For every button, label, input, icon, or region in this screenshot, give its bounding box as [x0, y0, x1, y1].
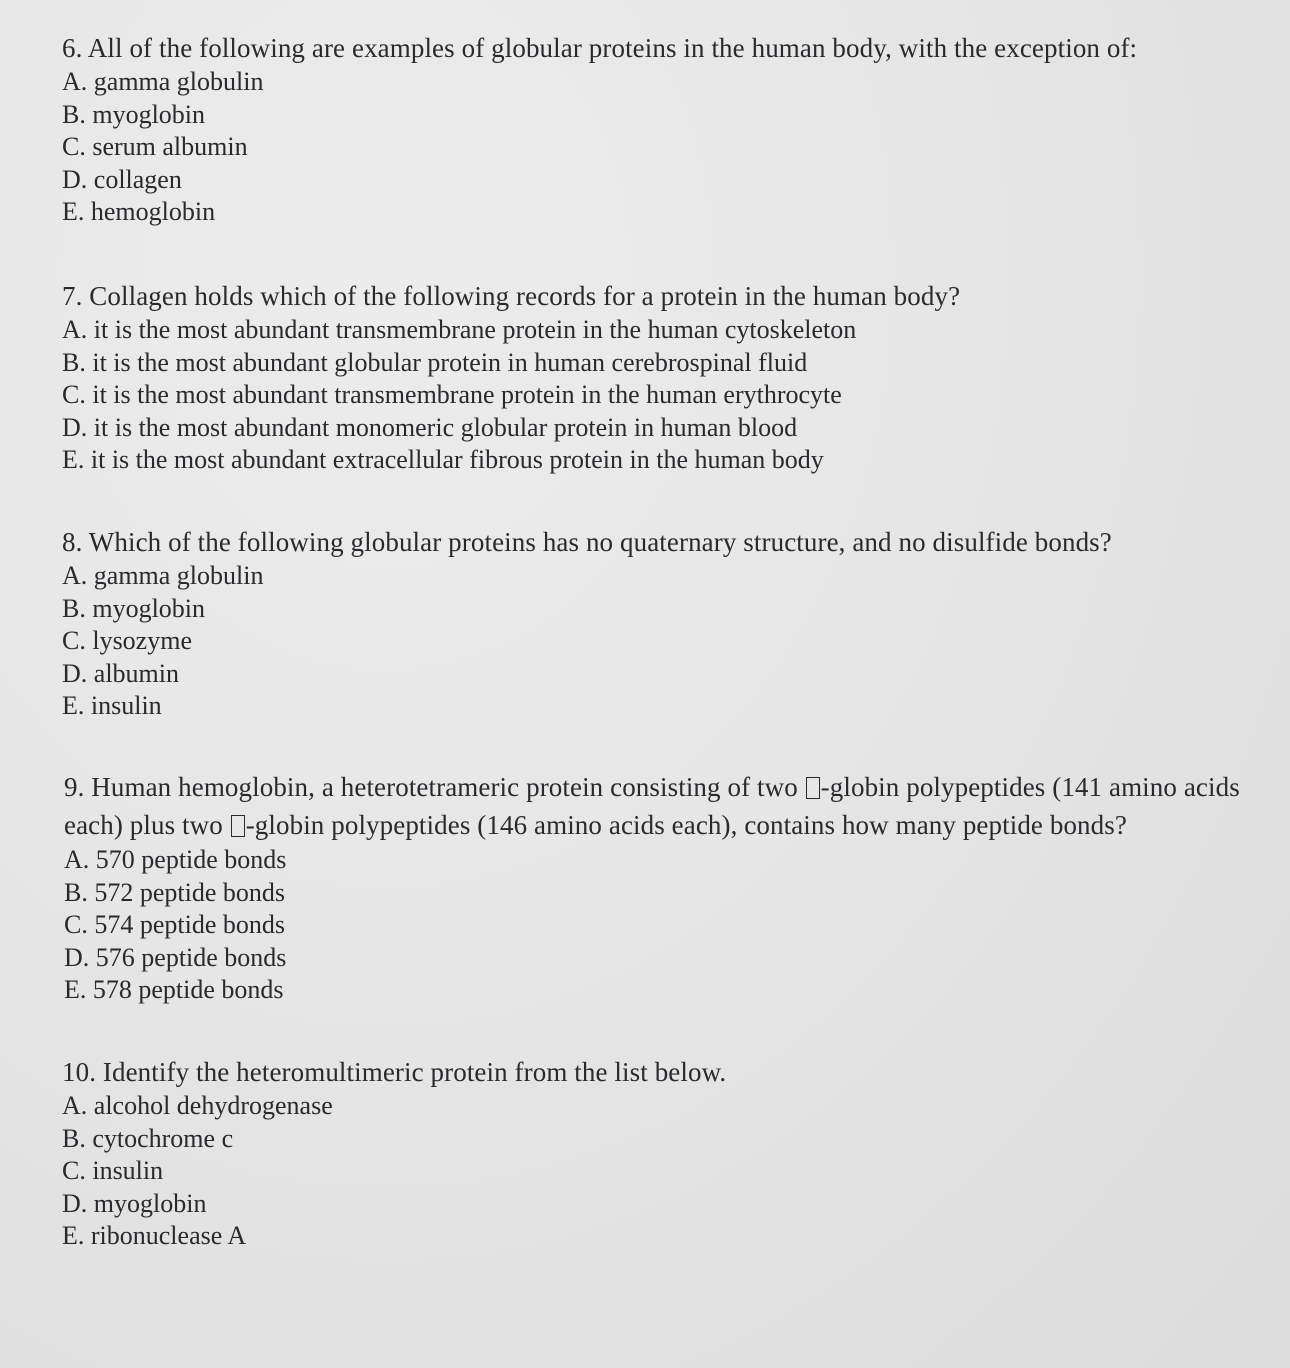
stem-text-part: -globin polypeptides (141 amino acids each) plus two — [64, 772, 1240, 840]
answer-option-e: E. ribonuclease A — [62, 1221, 247, 1250]
question-6 — [62, 30, 1137, 229]
answer-option-d: D. it is the most abundant monomeric globular protein in human blood — [62, 412, 798, 442]
answer-option-a: A. gamma globulin — [62, 67, 264, 96]
question-stem: 8. Which of the following globular proteins has no quaternary structure, and no disulfide bonds? — [62, 527, 1112, 557]
question-9 — [64, 768, 1244, 1007]
answer-option-d: D. myoglobin — [62, 1188, 207, 1218]
question-10 — [62, 1054, 726, 1253]
answer-option-e: E. insulin — [62, 691, 162, 720]
answer-option-c: C. lysozyme — [62, 626, 192, 655]
answer-option-c: C. it is the most abundant transmembrane protein in the human erythrocyte — [62, 380, 842, 409]
answer-option-d: D. albumin — [62, 658, 179, 688]
answer-option-c: C. serum albumin — [62, 132, 248, 161]
answer-option-a: A. alcohol dehydrogenase — [62, 1091, 333, 1120]
question-8 — [62, 524, 1112, 723]
answer-option-b: B. cytochrome c — [62, 1123, 234, 1153]
question-7 — [62, 278, 960, 477]
question-stem — [64, 768, 1244, 844]
answer-option-a: A. gamma globulin — [62, 561, 264, 590]
answer-option-a: A. 570 peptide bonds — [64, 845, 287, 874]
missing-glyph-icon — [231, 815, 245, 837]
question-stem: 10. Identify the heteromultimeric protein from the list below. — [62, 1057, 727, 1087]
answer-option-b: B. 572 peptide bonds — [64, 877, 285, 907]
answer-option-a: A. it is the most abundant transmembrane protein in the human cytoskeleton — [62, 315, 857, 344]
answer-option-d: D. collagen — [62, 164, 182, 194]
question-stem: 7. Collagen holds which of the following records for a protein in the human body? — [62, 281, 961, 311]
answer-option-b: B. it is the most abundant globular protein in human cerebrospinal fluid — [62, 347, 808, 377]
answer-option-b: B. myoglobin — [62, 99, 206, 129]
missing-glyph-icon — [806, 777, 820, 799]
question-stem: 6. All of the following are examples of globular proteins in the human body, with the exception of: — [62, 33, 1138, 63]
answer-option-e: E. 578 peptide bonds — [64, 975, 284, 1004]
answer-option-e: E. hemoglobin — [62, 197, 216, 226]
answer-option-d: D. 576 peptide bonds — [64, 942, 287, 972]
answer-option-c: C. 574 peptide bonds — [64, 910, 285, 939]
stem-text-part: 9. Human hemoglobin, a heterotetrameric protein consisting of two — [64, 772, 805, 802]
answer-option-c: C. insulin — [62, 1156, 164, 1185]
answer-option-e: E. it is the most abundant extracellular fibrous protein in the human body — [62, 445, 824, 474]
answer-option-b: B. myoglobin — [62, 593, 206, 623]
stem-text-part: -globin polypeptides (146 amino acids each), contains how many peptide bonds? — [245, 810, 1127, 840]
